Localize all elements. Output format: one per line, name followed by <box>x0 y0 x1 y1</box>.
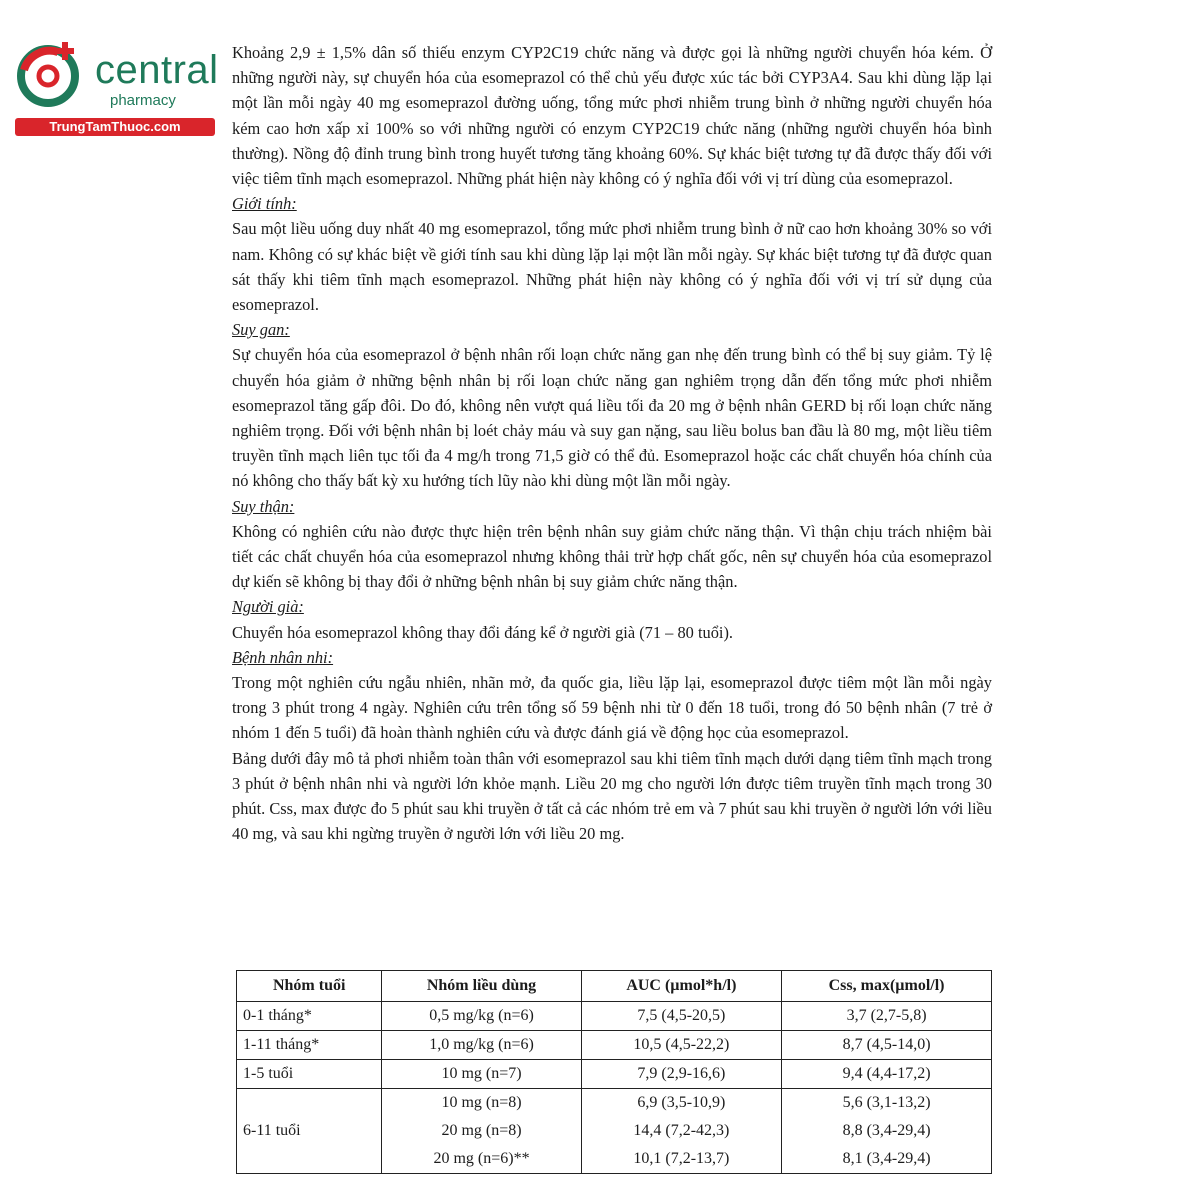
brand-logo <box>10 36 219 136</box>
cell-cmax: 3,7 (2,7-5,8) <box>782 1002 992 1031</box>
header-auc: AUC (µmol*h/l) <box>581 971 781 1002</box>
cell-auc: 7,5 (4,5-20,5) <box>581 1002 781 1031</box>
cell-cmax: 5,6 (3,1-13,2) <box>782 1089 992 1118</box>
table-row <box>237 1031 992 1060</box>
cell-dose: 20 mg (n=8) <box>382 1117 581 1145</box>
cell-dose: 0,5 mg/kg (n=6) <box>382 1002 581 1031</box>
header-css-max: Css, max(µmol/l) <box>782 971 992 1002</box>
logo-brand-text: central <box>95 48 219 92</box>
section-body-elderly: Chuyển hóa esomeprazol không thay đổi đáng kể ở người già (71 – 80 tuổi). <box>232 622 733 642</box>
cell-cmax: 8,1 (3,4-29,4) <box>782 1145 992 1174</box>
cell-auc: 10,5 (4,5-22,2) <box>581 1031 781 1060</box>
cell-auc: 6,9 (3,5-10,9) <box>581 1089 781 1118</box>
cell-auc: 7,9 (2,9-16,6) <box>581 1060 781 1089</box>
cell-age: 1-5 tuổi <box>237 1060 382 1089</box>
section-body-pediatric: Trong một nghiên cứu ngẫu nhiên, nhãn mở, đa quốc gia, liều lặp lại, esomeprazol được tiêm một lần mỗi ngày trong 3 phút trong 4 ngày. Nghiên cứu trên tổng số 59 bệnh nhi từ 0 đến 18 tuổi, trong đó 50 bệnh nhân (7 trẻ ở nhóm 1 đến 5 tuổi) đã hoàn thành nghiên cứu và được đánh giá về động học của esomeprazol. <box>232 673 992 743</box>
intro-paragraph: Khoảng 2,9 ± 1,5% dân số thiếu enzym CYP2C19 chức năng và được gọi là những người chuyển hóa kém. Ở những người này, sự chuyển hóa của esomeprazol có thể chủ yếu được xúc tác bởi CYP3A4. Sau khi dùng lặp lại một lần mỗi ngày 40 mg esomeprazol đường uống, tổng mức phơi nhiễm trung bình ở những người chuyển hóa kém cao hơn xấp xỉ 100% so với những người có enzym CYP2C19 chức năng (những người chuyển hóa bình thường). Nồng độ đỉnh trung bình trong huyết tương tăng khoảng 60%. Sự khác biệt tương tự đã được thấy đối với việc tiêm tĩnh mạch esomeprazol. Những phát hiện này không có ý nghĩa đối với vị trí dùng của esomeprazol. <box>232 43 992 189</box>
section-body-gender: Sau một liều uống duy nhất 40 mg esomeprazol, tổng mức phơi nhiễm trung bình ở nữ cao hơn khoảng 30% so với nam. Không có sự khác biệt về giới tính sau khi dùng lặp lại một lần mỗi ngày. Sự khác biệt tương tự đã được quan sát thấy khi tiêm tĩnh mạch esomeprazol. Những phát hiện này không có ý nghĩa đối với vị trí sử dụng của esomeprazol. <box>232 219 992 315</box>
table-row <box>237 1089 992 1118</box>
cell-auc: 10,1 (7,2-13,7) <box>581 1145 781 1174</box>
cell-cmax: 8,8 (3,4-29,4) <box>782 1117 992 1145</box>
document-body <box>232 40 992 847</box>
pharmacokinetics-table <box>236 970 992 1174</box>
section-heading-gender: Giới tính: <box>232 194 297 214</box>
cell-dose: 10 mg (n=7) <box>382 1060 581 1089</box>
section-heading-pediatric: Bệnh nhân nhi: <box>232 647 334 667</box>
logo-sub-text: pharmacy <box>110 92 176 109</box>
central-pharmacy-logo-icon <box>10 36 90 116</box>
table-row <box>237 1002 992 1031</box>
section-heading-liver: Suy gan: <box>232 320 290 340</box>
cell-dose: 20 mg (n=6)** <box>382 1145 581 1174</box>
header-age-group: Nhóm tuổi <box>237 971 382 1002</box>
logo-url-banner: TrungTamThuoc.com <box>15 118 215 136</box>
section-heading-elderly: Người già: <box>232 597 304 617</box>
table-header-row <box>237 971 992 1002</box>
table-row <box>237 1060 992 1089</box>
cell-cmax: 8,7 (4,5-14,0) <box>782 1031 992 1060</box>
section-body-liver: Sự chuyển hóa của esomeprazol ở bệnh nhân rối loạn chức năng gan nhẹ đến trung bình có thể bị suy giảm. Tỷ lệ chuyển hóa giảm ở những bệnh nhân bị rối loạn chức năng gan nghiêm trọng dẫn đến tổng mức phơi nhiễm esomeprazol tăng gấp đôi. Do đó, không nên vượt quá liều tối đa 20 mg ở bệnh nhân GERD bị rối loạn chức năng nghiêm trọng. Đối với bệnh nhân bị loét chảy máu và suy gan nặng, sau liều bolus ban đầu là 80 mg, một liều tiêm truyền tĩnh mạch liên tục tối đa 4 mg/h trong 71,5 giờ có thể đủ. Esomeprazol hoặc các chất chuyển hóa chính của nó không cho thấy bất kỳ xu hướng tích lũy nào khi dùng một lần mỗi ngày. <box>232 345 992 491</box>
section-body-kidney: Không có nghiên cứu nào được thực hiện trên bệnh nhân suy giảm chức năng thận. Vì thận chịu trách nhiệm bài tiết các chất chuyển hóa của esomeprazol nhưng không thải trừ hợp chất gốc, nên sự chuyển hóa của esomeprazol dự kiến sẽ không bị thay đổi ở những bệnh nhân bị suy giảm chức năng thận. <box>232 521 992 592</box>
cell-dose: 1,0 mg/kg (n=6) <box>382 1031 581 1060</box>
cell-age: 0-1 tháng* <box>237 1002 382 1031</box>
section-heading-kidney: Suy thận: <box>232 496 295 516</box>
cell-auc: 14,4 (7,2-42,3) <box>581 1117 781 1145</box>
cell-age: 1-11 tháng* <box>237 1031 382 1060</box>
section-body-pediatric-table-intro: Bảng dưới đây mô tả phơi nhiễm toàn thân với esomeprazol sau khi tiêm tĩnh mạch dưới dạng tiêm tĩnh mạch trong 3 phút ở bệnh nhân nhi và người lớn khỏe mạnh. Liều 20 mg cho người lớn được tiêm truyền tĩnh mạch trong 30 phút. Css, max được đo 5 phút sau khi truyền ở tất cả các nhóm trẻ em và 7 phút sau khi truyền ở người lớn với liều 40 mg, và sau khi ngừng truyền ở người lớn với liều 20 mg. <box>232 748 992 844</box>
cell-dose: 10 mg (n=8) <box>382 1089 581 1118</box>
header-dose-group: Nhóm liều dùng <box>382 971 581 1002</box>
cell-age: 6-11 tuổi <box>237 1089 382 1174</box>
cell-cmax: 9,4 (4,4-17,2) <box>782 1060 992 1089</box>
